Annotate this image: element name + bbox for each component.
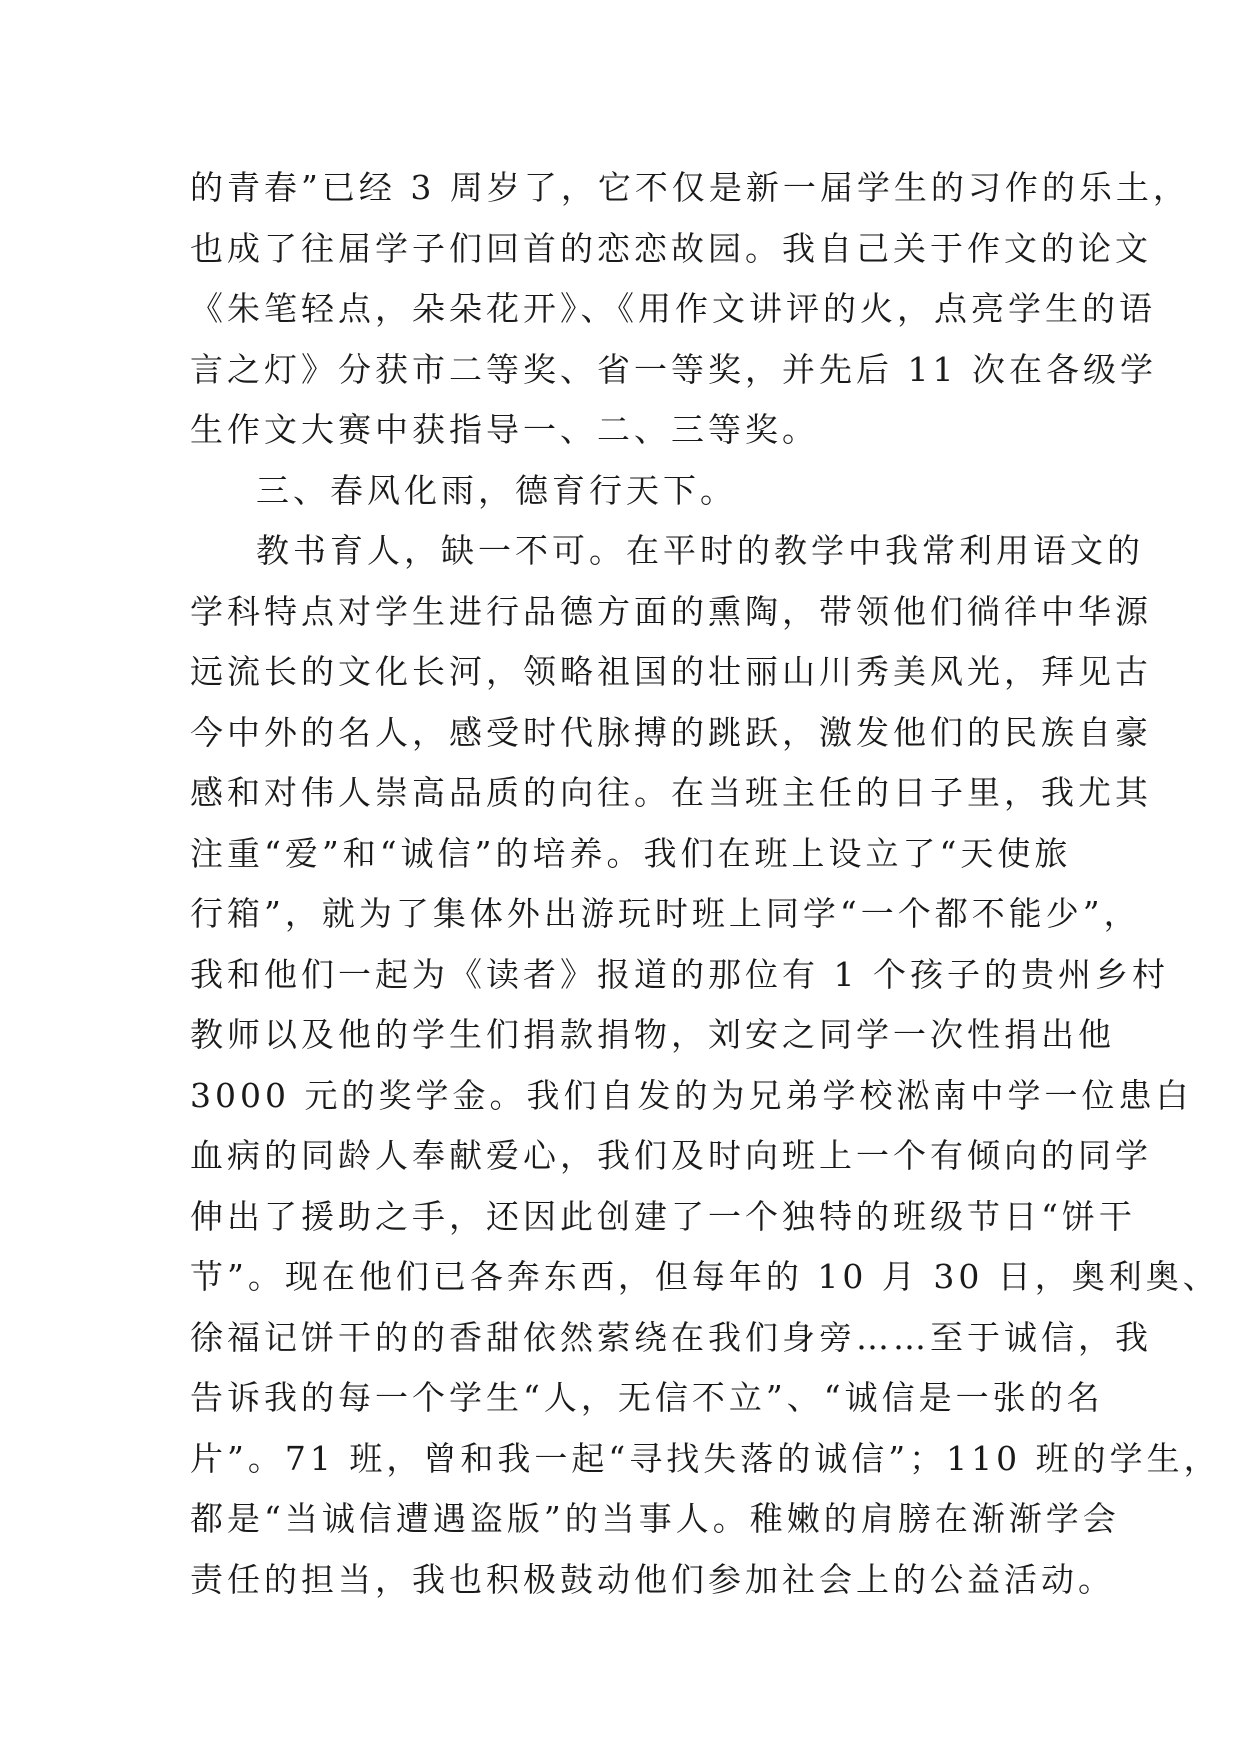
text-line-24: 责任的担当，我也积极鼓动他们参加社会上的公益活动。 (190, 1559, 1115, 1599)
body-text (190, 158, 1221, 1610)
text-line-15: 教师以及他的学生们捐款捐物，刘安之同学一次性捐出他 (190, 1015, 1115, 1054)
text-line-16: 3000 元的奖学金。我们自发的为兄弟学校淞南中学一位患白 (190, 1075, 1193, 1115)
text-line-14: 我和他们一起为《读者》报道的那位有 1 个孩子的贵州乡村 (190, 954, 1169, 994)
text-line-19: 节”。现在他们已各奔东西，但每年的 10 月 30 日，奥利奥、 (190, 1257, 1220, 1296)
text-line-18: 伸出了援助之手，还因此创建了一个独特的班级节日“饼干 (190, 1196, 1136, 1236)
text-line-4: 言之灯》分获市二等奖、省一等奖，并先后 11 次在各级学 (190, 349, 1157, 389)
text-line-17: 血病的同龄人奉献爱心，我们及时向班上一个有倾向的同学 (190, 1136, 1152, 1175)
text-line-7: 教书育人，缺一不可。在平时的教学中我常利用语文的 (256, 531, 1144, 570)
text-line-23: 都是“当诚信遭遇盗版”的当事人。稚嫩的肩膀在渐渐学会 (190, 1499, 1120, 1538)
text-line-20: 徐福记饼干的的香甜依然萦绕在我们身旁……至于诚信，我 (190, 1317, 1152, 1357)
text-line-9: 远流长的文化长河，领略祖国的壮丽山川秀美风光，拜见古 (190, 652, 1152, 691)
text-line-8: 学科特点对学生进行品德方面的熏陶，带领他们徜徉中华源 (190, 591, 1152, 631)
text-line-3: 《朱笔轻点，朵朵花开》、《用作文讲评的火，点亮学生的语 (190, 289, 1156, 328)
text-line-11: 感和对伟人崇高品质的向往。在当班主任的日子里，我尤其 (190, 773, 1152, 812)
text-line-5: 生作文大赛中获指导一、二、三等奖。 (190, 410, 819, 449)
section-heading: 三、春风化雨，德育行天下。 (256, 470, 737, 510)
text-line-1: 的青春”已经 3 周岁了，它不仅是新一届学生的习作的乐土， (190, 168, 1190, 207)
text-line-12: 注重“爱”和“诚信”的培养。我们在班上设立了“天使旅 (190, 833, 1072, 873)
text-line-10: 今中外的名人，感受时代脉搏的跳跃，激发他们的民族自豪 (190, 712, 1152, 752)
text-line-22: 片”。71 班，曾和我一起“寻找失落的诚信”；110 班的学生， (190, 1438, 1221, 1478)
text-line-13: 行箱”，就为了集体外出游玩时班上同学“一个都不能少”， (190, 894, 1141, 933)
text-line-2: 也成了往届学子们回首的恋恋故园。我自己关于作文的论文 (190, 228, 1152, 268)
text-line-21: 告诉我的每一个学生“人，无信不立”、“诚信是一张的名 (190, 1378, 1104, 1417)
